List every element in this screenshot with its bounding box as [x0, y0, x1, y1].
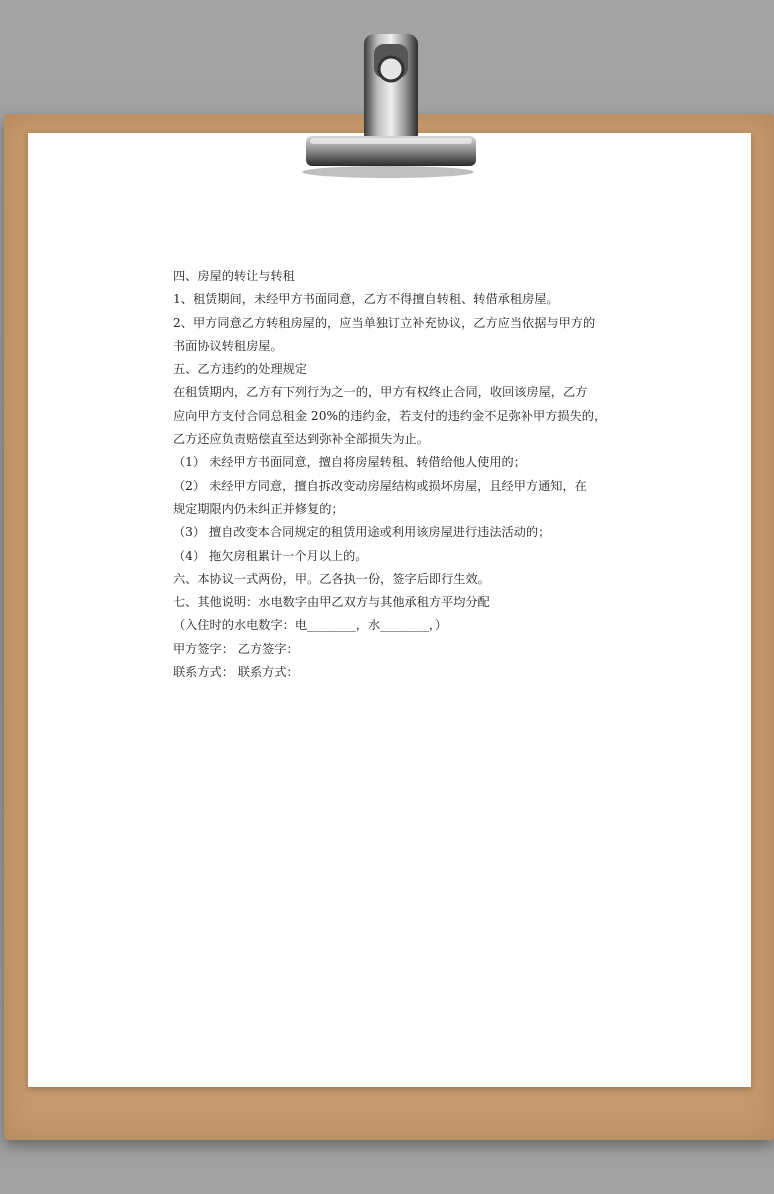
list-item: （1） 未经甲方书面同意，擅自将房屋转租、转借给他人使用的；: [173, 455, 526, 470]
paragraph-line: 1、租赁期间，未经甲方书面同意，乙方不得擅自转租、转借承租房屋。: [173, 292, 559, 307]
list-item: （2） 未经甲方同意，擅自拆改变动房屋结构或损坏房屋，且经甲方通知，在: [173, 478, 587, 493]
paragraph-line: 书面协议转租房屋。: [173, 338, 283, 353]
paragraph-line: 在租赁期内，乙方有下列行为之一的，甲方有权终止合同，收回该房屋，乙方: [173, 385, 588, 400]
document-page: [28, 133, 751, 1087]
list-item: （4） 拖欠房租累计一个月以上的。: [173, 548, 368, 563]
section-heading: 七、其他说明：水电数字由甲乙双方与其他承租方平均分配: [173, 595, 490, 610]
section-heading: 四、房屋的转让与转租: [173, 269, 295, 283]
signature-line: 甲方签字： 乙方签字：: [173, 641, 299, 656]
contact-line: 联系方式： 联系方式：: [173, 665, 299, 680]
paragraph-line: （入住时的水电数字：电________，水________，）: [173, 618, 448, 633]
binder-clip-icon: [296, 24, 480, 180]
paragraph-line: 2、甲方同意乙方转租房屋的，应当单独订立补充协议，乙方应当依据与甲方的: [173, 315, 596, 330]
paragraph-line: 规定期限内仍未纠正并修复的；: [173, 501, 344, 516]
section-heading: 六、本协议一式两份，甲。乙各执一份，签字后即行生效。: [173, 571, 490, 586]
paragraph-line: 应向甲方支付合同总租金 20%的违约金，若支付的违约金不足弥补甲方损失的，: [173, 408, 607, 423]
list-item: （3） 擅自改变本合同规定的租赁用途或利用该房屋进行违法活动的；: [173, 525, 551, 540]
document-body: [173, 265, 613, 684]
section-heading: 五、乙方违约的处理规定: [173, 362, 308, 377]
watermark: [97, 457, 118, 482]
paragraph-line: 乙方还应负责赔偿直至达到弥补全部损失为止。: [173, 432, 429, 447]
